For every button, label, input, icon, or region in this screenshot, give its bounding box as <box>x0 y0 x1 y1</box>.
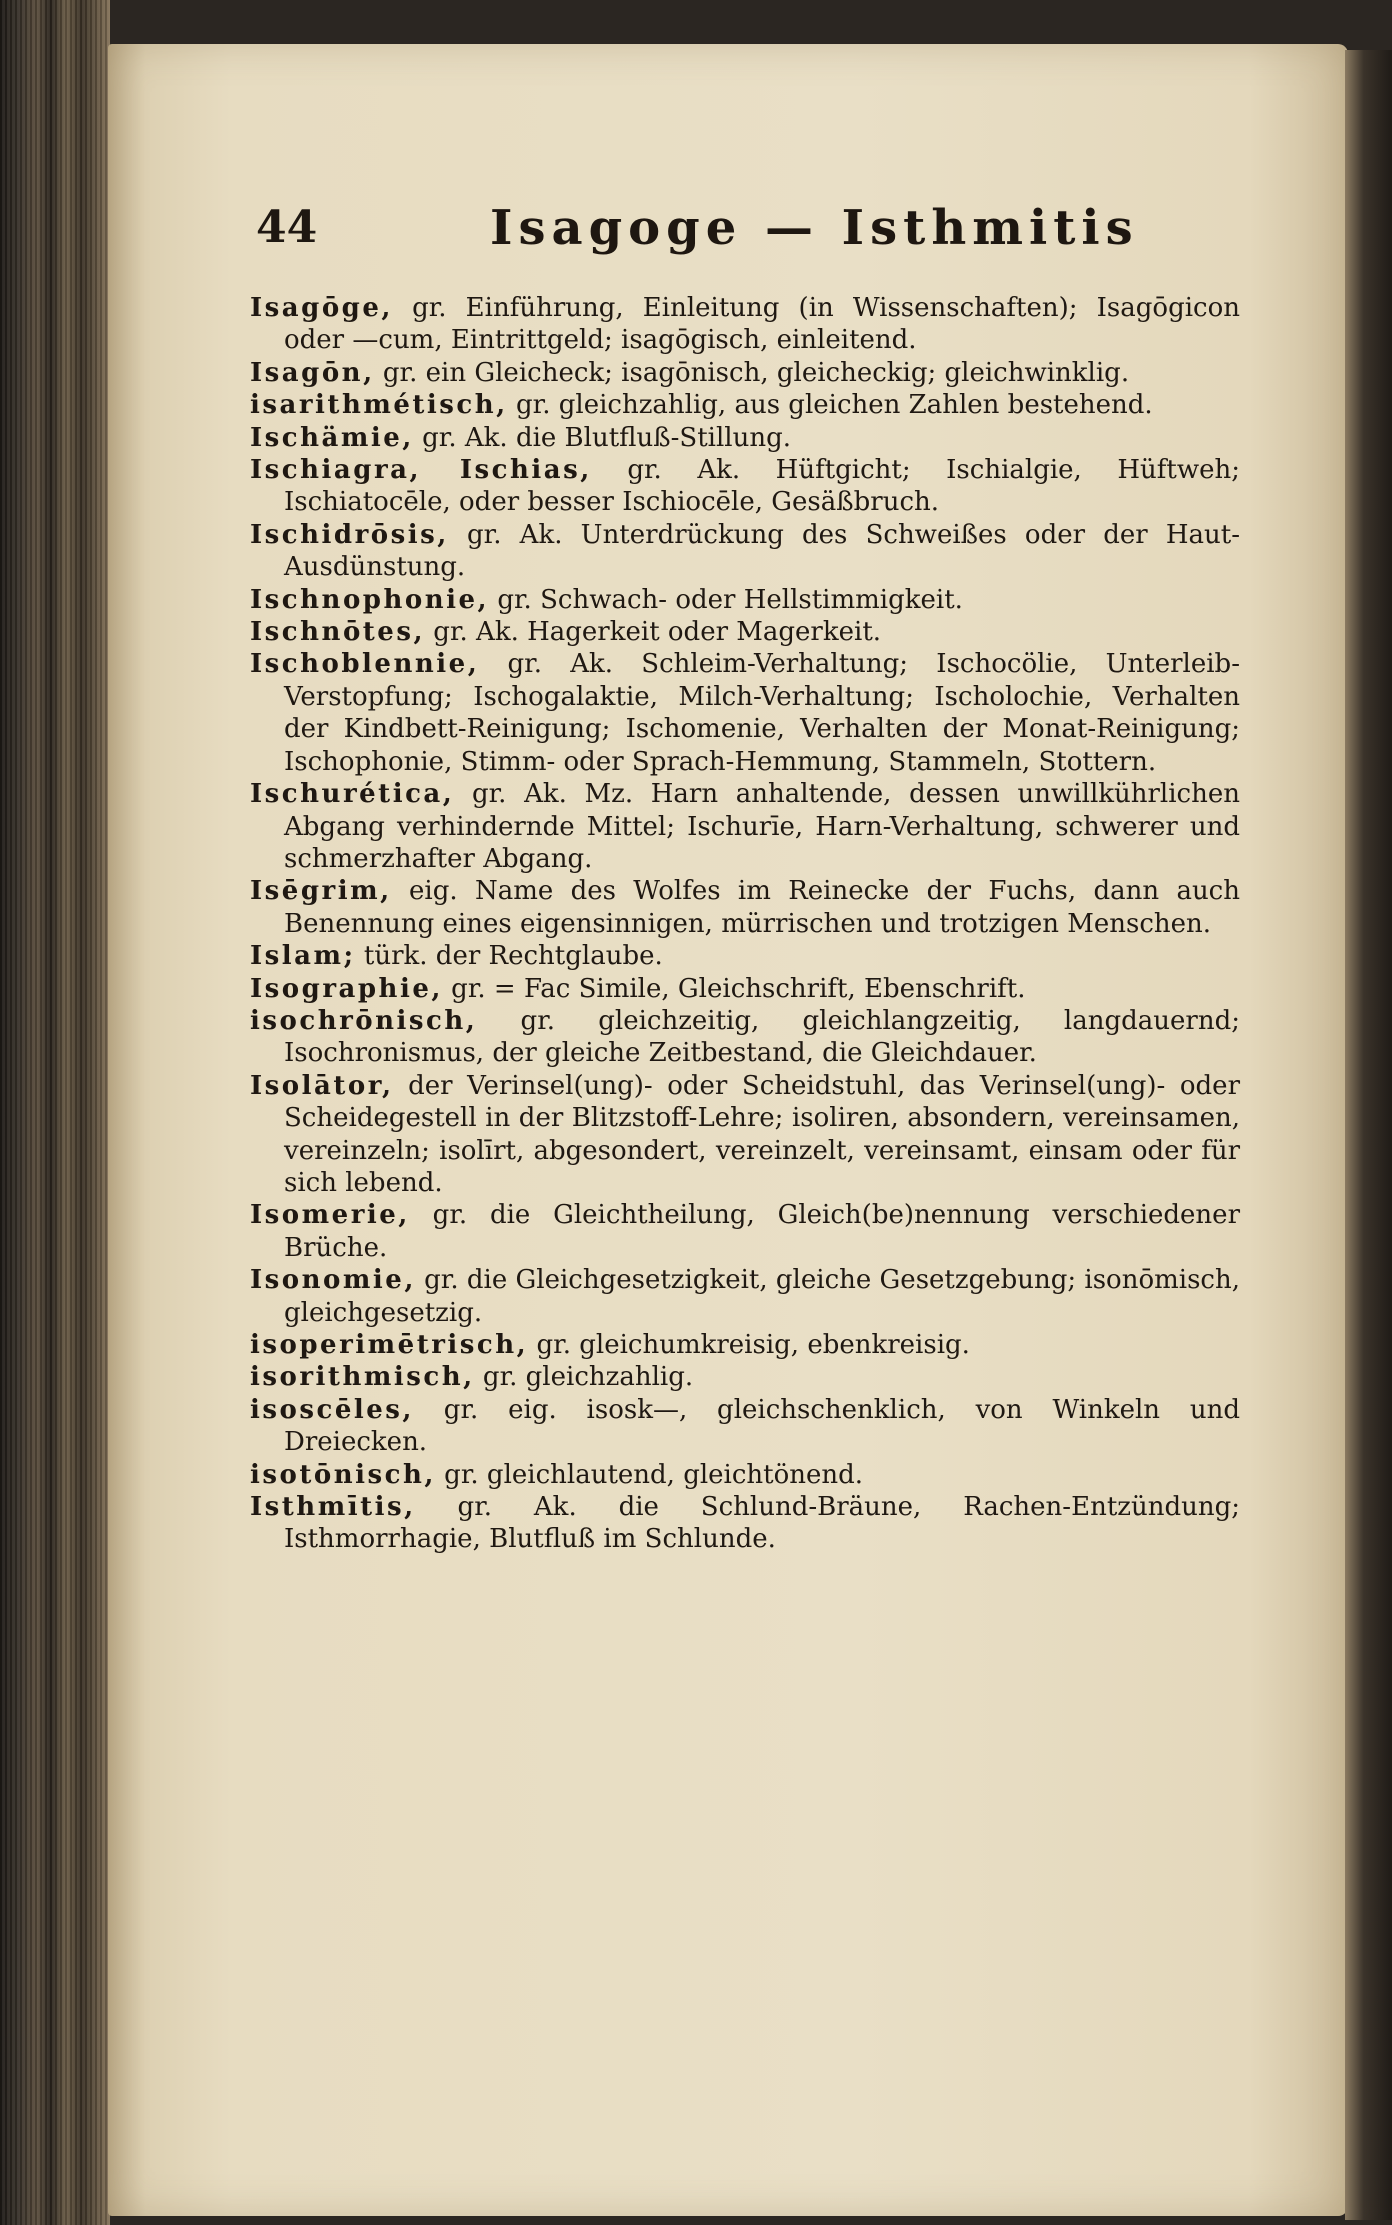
entry-headword: Isthmītis, <box>250 1492 416 1523</box>
entry-headword: Isolātor, <box>250 1070 394 1101</box>
entry-headword: Islam; <box>250 941 356 972</box>
book-spine <box>0 0 110 2225</box>
dictionary-entry <box>250 648 1240 778</box>
dictionary-entry <box>250 422 1240 454</box>
entry-definition: türk. der Rechtglaube. <box>355 941 663 972</box>
dictionary-entry <box>250 616 1240 648</box>
entry-headword: isarithmétisch, <box>250 390 508 421</box>
entry-headword: Ischurética, <box>250 779 455 810</box>
dictionary-entry <box>250 1070 1240 1200</box>
entry-headword: isoperimētrisch, <box>250 1330 529 1360</box>
entry-definition: gr. gleichumkreisig, ebenkreisig. <box>528 1330 970 1360</box>
entry-headword: Ischnophonie, <box>250 584 490 615</box>
entry-definition: gr. die Gleichgesetzigkeit, gleiche Gesetzgebung; isonōmisch, gleichgesetzig. <box>284 1265 1240 1328</box>
dictionary-entry <box>250 875 1240 940</box>
dictionary-entry <box>250 1491 1240 1556</box>
entry-headword: Isēgrim, <box>250 876 392 907</box>
entry-definition: gr. Ak. Mz. Harn anhaltende, dessen unwillkührlichen Abgang verhindernde Mittel; Ischurīe, Harn-Verhaltung, schwerer und schmerzhafter Abgang. <box>284 779 1240 874</box>
entry-definition: gr. eig. isosk—, gleichschenklich, von Winkeln und Dreiecken. <box>284 1394 1240 1458</box>
running-head: Isagoge — Isthmitis <box>490 200 1139 256</box>
dictionary-entry <box>250 1361 1240 1393</box>
page-header <box>250 200 1240 270</box>
entry-definition: gr. gleichzeitig, gleichlangzeitig, langdauernd; Isochronismus, der gleiche Zeitbestand, die Gleichdauer. <box>284 1005 1240 1069</box>
dictionary-entry <box>250 584 1240 616</box>
entry-headword: isorithmisch, <box>250 1362 475 1393</box>
entry-headword: Isagōge, <box>250 293 393 323</box>
dictionary-entry <box>250 940 1240 972</box>
dictionary-entry <box>250 778 1240 875</box>
dictionary-entry <box>250 1264 1240 1329</box>
dictionary-entry <box>250 389 1240 421</box>
entry-headword: Isagōn, <box>250 357 375 388</box>
page-number: 44 <box>256 202 318 253</box>
entry-definition: gr. gleichzahlig, aus gleichen Zahlen bestehend. <box>507 390 1153 421</box>
entry-headword: isoscēles, <box>250 1394 414 1425</box>
dictionary-entry <box>250 292 1240 357</box>
entry-definition: gr. ein Gleicheck; isagōnisch, gleicheckig; gleichwinklig. <box>374 357 1130 388</box>
entry-headword: Ischoblennie, <box>250 649 480 680</box>
entry-headword: Isomerie, <box>250 1200 410 1231</box>
dictionary-entries <box>250 292 1240 1556</box>
entry-definition: gr. Ak. Hüftgicht; Ischialgie, Hüftweh; Ischiatocēle, oder besser Ischiocēle, Gesäßbruch. <box>284 455 1240 518</box>
dictionary-entry <box>250 1329 1240 1361</box>
dictionary-entry <box>250 454 1240 519</box>
entry-definition: der Verinsel(ung)- oder Scheidstuhl, das Verinsel(ung)- oder Scheidegestell in der Blitzstoff-Lehre; isoliren, absondern, vereinsamen, vereinzeln; isolīrt, abgesondert, vereinzelt, vereinsamt, einsam oder für sich lebend. <box>284 1070 1240 1198</box>
entry-definition: eig. Name des Wolfes im Reinecke der Fuchs, dann auch Benennung eines eigensinnigen, mürrischen und trotzigen Menschen. <box>284 876 1240 939</box>
entry-headword: Isographie, <box>250 973 443 1004</box>
entry-definition: gr. Einführung, Einleitung (in Wissenschaften); Isagōgicon oder —cum, Eintrittgeld; isagōgisch, einleitend. <box>284 293 1240 356</box>
entry-headword: isochrōnisch, <box>250 1005 478 1036</box>
entry-definition: gr. gleichzahlig. <box>474 1362 694 1393</box>
entry-headword: Ischidrōsis, <box>250 519 449 550</box>
dictionary-entry <box>250 973 1240 1005</box>
entry-headword: Ischiagra, Ischias, <box>250 455 592 486</box>
dictionary-entry <box>250 1005 1240 1070</box>
dictionary-entry <box>250 1394 1240 1459</box>
entry-definition: gr. die Gleichtheilung, Gleich(be)nennung verschiedener Brüche. <box>284 1200 1240 1263</box>
entry-headword: Ischämie, <box>250 422 414 453</box>
entry-headword: Isonomie, <box>250 1265 416 1296</box>
entry-definition: gr. Ak. die Schlund-Bräune, Rachen-Entzündung; Isthmorrhagie, Blutfluß im Schlunde. <box>284 1492 1240 1555</box>
entry-headword: isotōnisch, <box>250 1459 436 1490</box>
page-right-edge <box>1345 50 1392 2220</box>
dictionary-entry <box>250 519 1240 584</box>
dictionary-entry <box>250 357 1240 389</box>
entry-definition: gr. Ak. Hagerkeit oder Magerkeit. <box>425 617 882 648</box>
dictionary-entry <box>250 1199 1240 1264</box>
entry-definition: gr. Ak. die Blutfluß-Stillung. <box>413 422 792 453</box>
entry-headword: Ischnōtes, <box>250 617 426 648</box>
dictionary-entry <box>250 1459 1240 1491</box>
entry-definition: gr. = Fac Simile, Gleichschrift, Ebenschrift. <box>442 973 1026 1004</box>
entry-definition: gr. Schwach- oder Hellstimmigkeit. <box>489 584 963 615</box>
entry-definition: gr. gleichlautend, gleichtönend. <box>435 1459 864 1490</box>
entry-definition: gr. Ak. Unterdrückung des Schweißes oder der Haut-Ausdünstung. <box>284 519 1240 583</box>
entry-definition: gr. Ak. Schleim-Verhaltung; Ischocölie, Unterleib-Verstopfung; Ischogalaktie, Milch-Verhaltung; Ischolochie, Verhalten der Kindbett-Reinigung; Ischomenie, Verhalten der Monat-Reinigung; Ischophonie, Stimm- oder Sprach-Hemmung, Stammeln, Stottern. <box>284 649 1240 777</box>
